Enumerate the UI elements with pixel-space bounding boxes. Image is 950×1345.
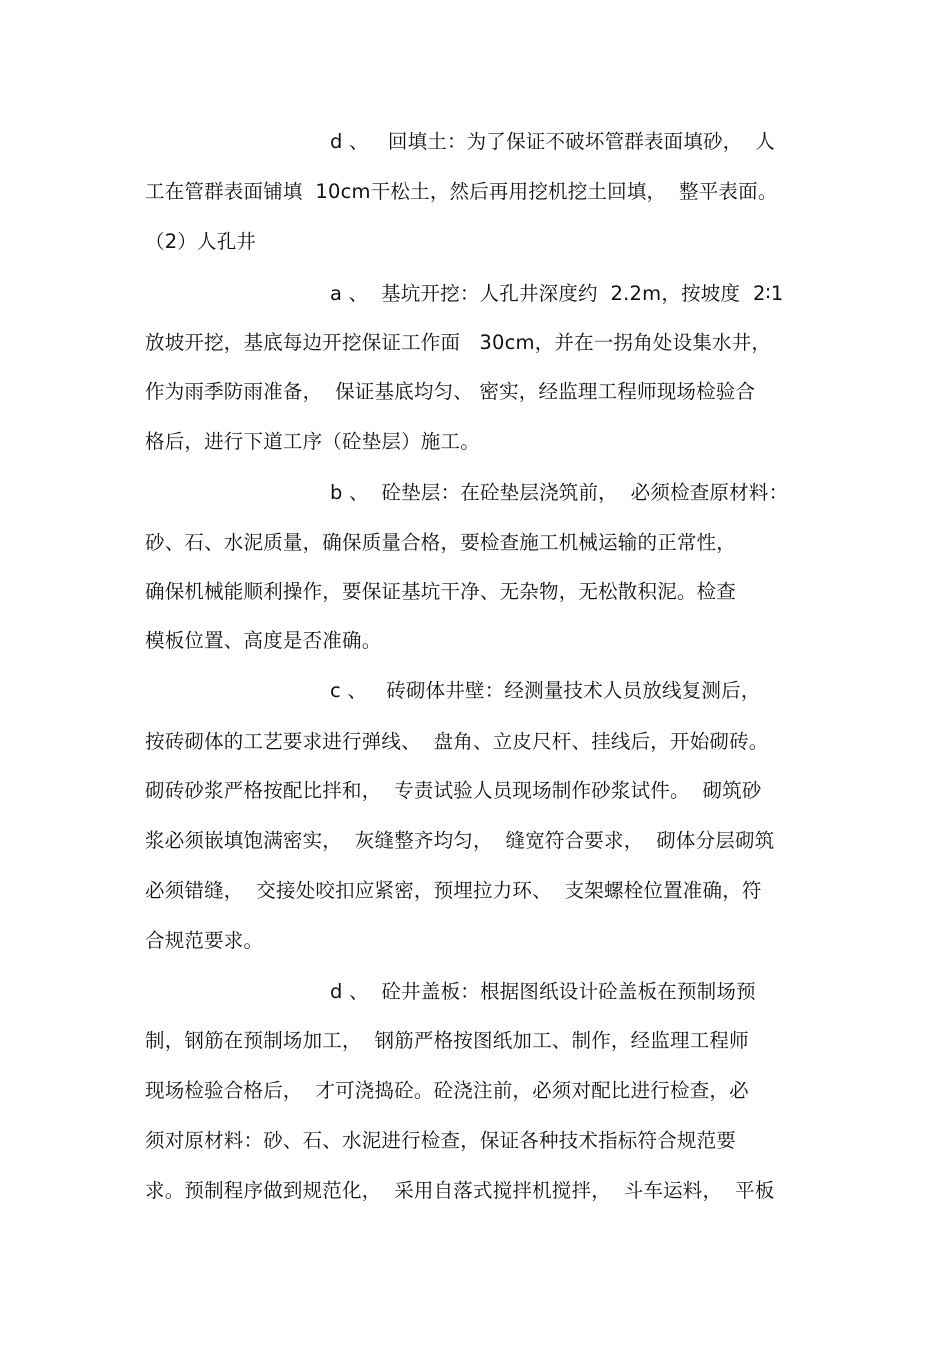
text-line: 按砖砌体的工艺要求进行弹线、 盘角、立皮尺杆、挂线后，开始砌砖。: [145, 730, 769, 753]
text-line: c 、 砖砌体井壁：经测量技术人员放线复测后，: [330, 679, 761, 702]
text-line: 必须错缝， 交接处咬扣应紧密，预埋拉力环、 支架螺栓位置准确，符: [145, 879, 762, 902]
text-line: 砌砖砂浆严格按配比拌和， 专责试验人员现场制作砂浆试件。 砌筑砂: [145, 779, 762, 802]
text-line: 砂、石、水泥质量，确保质量合格，要检查施工机械运输的正常性，: [145, 531, 737, 554]
text-line: 确保机械能顺利操作，要保证基坑干净、无杂物，无松散积泥。检查: [145, 580, 737, 603]
text-line: 工在管群表面铺填 10cm干松土，然后再用挖机挖土回填， 整平表面。: [145, 180, 778, 203]
text-line: a 、 基坑开挖：人孔井深度约 2.2m，按坡度 2∶1: [330, 282, 784, 305]
text-line: 须对原材料：砂、石、水泥进行检查，保证各种技术指标符合规范要: [145, 1129, 737, 1152]
text-line: 作为雨季防雨准备， 保证基底均匀、 密实，经监理工程师现场检验合: [145, 380, 756, 403]
text-line: 现场检验合格后， 才可浇捣砼。砼浇注前，必须对配比进行检查，必: [145, 1079, 749, 1102]
text-line: 合规范要求。: [145, 929, 264, 952]
text-line: 格后，进行下道工序（砼垫层）施工。: [145, 430, 480, 453]
text-line: 制，钢筋在预制场加工， 钢筋严格按图纸加工、制作，经监理工程师: [145, 1029, 749, 1052]
text-line: b 、 砼垫层：在砼垫层浇筑前， 必须检查原材料：: [330, 481, 789, 504]
text-line: d 、 砼井盖板：根据图纸设计砼盖板在预制场预: [330, 980, 756, 1003]
text-line: d 、 回填土：为了保证不破坏管群表面填砂， 人: [330, 130, 775, 153]
text-line: 求。预制程序做到规范化， 采用自落式搅拌机搅拌， 斗车运料， 平板: [145, 1179, 775, 1202]
text-line: 浆必须嵌填饱满密实， 灰缝整齐均匀， 缝宽符合要求， 砌体分层砌筑: [145, 829, 775, 852]
text-line: 放坡开挖，基底每边开挖保证工作面 30cm，并在一拐角处设集水井，: [145, 331, 772, 354]
section-heading: （2）人孔井: [145, 230, 257, 253]
text-line: 模板位置、高度是否准确。: [145, 629, 382, 652]
